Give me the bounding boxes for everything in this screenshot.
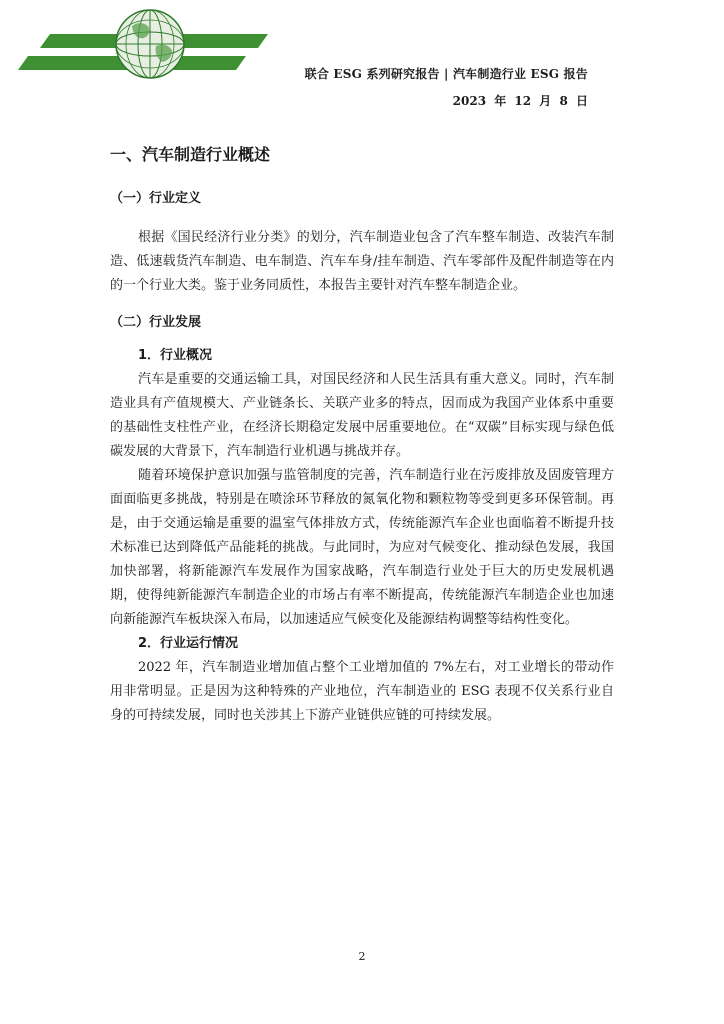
page-number: 2	[358, 950, 366, 963]
subsection-heading-definition: （一）行业定义	[110, 191, 202, 206]
definition-paragraph: 根据《国民经济行业分类》的划分，汽车制造业包含了汽车整车制造、改装汽车制造、低速载货汽车制造、电车制造、汽车车身/挂车制造、汽车零部件及配件制造等在内的一个行业大类。鉴于业务同质性，本报告主要针对汽车整车制造企业。	[110, 230, 614, 293]
document-body	[110, 140, 614, 728]
section-heading: 一、汽车制造行业概述	[110, 145, 271, 164]
report-date: 2023 年 12 月 8 日	[452, 94, 588, 108]
report-series-title: 联合 ESG 系列研究报告 | 汽车制造行业 ESG 报告	[304, 67, 588, 81]
item-heading-overview: 1．行业概况	[138, 348, 213, 363]
subsection-heading-development: （二）行业发展	[110, 315, 202, 330]
overview-paragraph-2: 随着环境保护意识加强与监管制度的完善，汽车制造行业在污废排放及固废管理方面面临更多挑战，特别是在喷涂环节释放的氮氧化物和颗粒物等受到更多环保管制。再是，由于交通运输是重要的温室气体排放方式，传统能源汽车企业也面临着不断提升技术标准已达到降低产品能耗的挑战。与此同时，为应对气候变化、推动绿色发展，我国加快部署，将新能源汽车发展作为国家战略，汽车制造行业处于巨大的历史发展机遇期，使得纯新能源汽车制造企业的市场占有率不断提高，传统能源汽车制造企业也加速向新能源汽车板块深入布局，以加速适应气候变化及能源结构调整等结构性变化。	[110, 468, 614, 627]
overview-paragraph-1: 汽车是重要的交通运输工具，对国民经济和人民生活具有重大意义。同时，汽车制造业具有产值规模大、产业链条长、关联产业多的特点，因而成为我国产业体系中重要的基础性支柱性产业，在经济长期稳定发展中居重要地位。在“双碳”目标实现与绿色低碳发展的大背景下，汽车制造行业机遇与挑战并存。	[110, 372, 614, 459]
report-logo	[10, 8, 270, 80]
operation-paragraph: 2022 年，汽车制造业增加值占整个工业增加值的 7%左右，对工业增长的带动作用非常明显。正是因为这种特殊的产业地位，汽车制造业的 ESG 表现不仅关系行业自身的可持续发展，同时也关涉其上下游产业链供应链的可持续发展。	[110, 660, 614, 723]
globe-icon	[116, 10, 184, 78]
item-heading-operation: 2．行业运行情况	[138, 636, 239, 651]
